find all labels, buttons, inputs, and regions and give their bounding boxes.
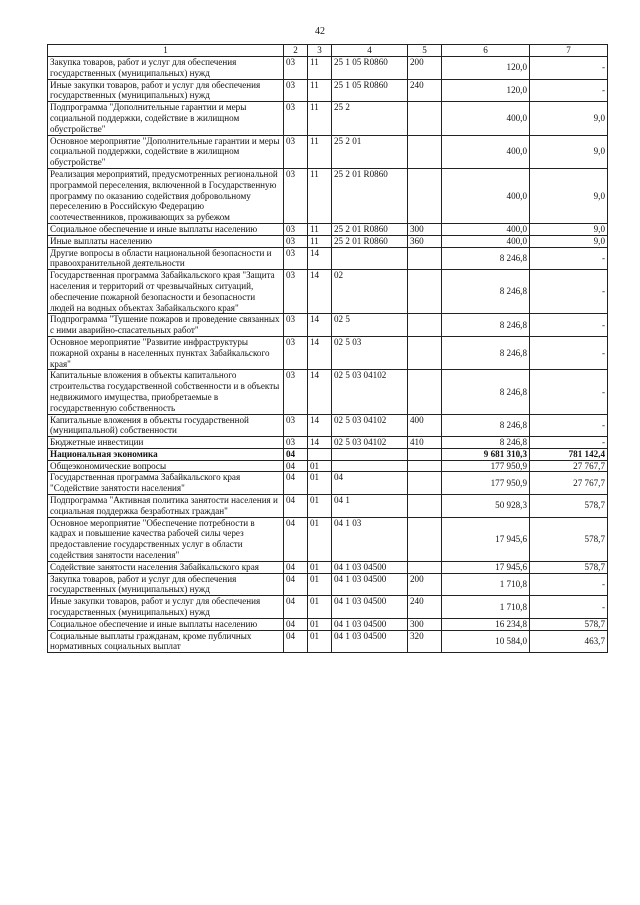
row-name: Основное мероприятие "Развитие инфраструктуры пожарной охраны в населенных пунктах Забайкальского края" xyxy=(48,336,284,369)
row-name: Основное мероприятие "Обеспечение потребности в кадрах и повышение качества рабочей силы через предоставление государственных услуг в области содействия занятости населения" xyxy=(48,517,284,561)
row-target-article: 02 5 03 04102 xyxy=(332,370,408,414)
row-section: 03 xyxy=(284,314,308,337)
row-name: Капитальные вложения в объекты государственной (муниципальной) собственности xyxy=(48,414,284,437)
row-target-article: 04 1 03 04500 xyxy=(332,561,408,573)
row-section: 03 xyxy=(284,370,308,414)
row-amount-2: 578,7 xyxy=(530,561,608,573)
row-amount: 120,0 xyxy=(442,57,530,80)
table-row xyxy=(48,370,608,414)
table-row xyxy=(48,618,608,630)
row-section: 04 xyxy=(284,630,308,653)
column-header: 4 xyxy=(332,45,408,57)
row-expense-type: 240 xyxy=(408,79,442,102)
row-amount-2: 578,7 xyxy=(530,618,608,630)
page-number: 42 xyxy=(315,26,325,37)
table-row xyxy=(48,314,608,337)
row-subsection: 11 xyxy=(308,168,332,223)
row-subsection: 14 xyxy=(308,247,332,270)
row-amount: 400,0 xyxy=(442,223,530,235)
row-amount: 9 681 310,3 xyxy=(442,448,530,460)
row-expense-type: 410 xyxy=(408,437,442,449)
table-row xyxy=(48,223,608,235)
row-expense-type xyxy=(408,314,442,337)
table-row xyxy=(48,270,608,314)
row-expense-type: 240 xyxy=(408,596,442,619)
row-target-article: 02 5 03 xyxy=(332,336,408,369)
row-amount: 8 246,8 xyxy=(442,336,530,369)
row-amount-2: 9,0 xyxy=(530,102,608,135)
row-target-article: 25 1 05 R0860 xyxy=(332,57,408,80)
row-section: 04 xyxy=(284,618,308,630)
row-subsection: 01 xyxy=(308,573,332,596)
row-name: Капитальные вложения в объекты капитального строительства государственной собственности и в объекты недвижимого имущества, приобретаемые в государственную собственность xyxy=(48,370,284,414)
row-subsection: 11 xyxy=(308,223,332,235)
row-section: 04 xyxy=(284,561,308,573)
table-row xyxy=(48,414,608,437)
table-row xyxy=(48,630,608,653)
row-section: 04 xyxy=(284,472,308,495)
row-target-article: 25 2 xyxy=(332,102,408,135)
row-amount-2: 9,0 xyxy=(530,223,608,235)
row-name: Содействие занятости населения Забайкальского края xyxy=(48,561,284,573)
row-subsection: 11 xyxy=(308,135,332,168)
row-subsection: 01 xyxy=(308,561,332,573)
row-amount: 120,0 xyxy=(442,79,530,102)
row-subsection: 14 xyxy=(308,437,332,449)
row-amount: 1 710,8 xyxy=(442,596,530,619)
table-row xyxy=(48,460,608,472)
row-expense-type: 300 xyxy=(408,223,442,235)
row-name: Бюджетные инвестиции xyxy=(48,437,284,449)
row-subsection: 14 xyxy=(308,370,332,414)
row-target-article: 25 2 01 R0860 xyxy=(332,235,408,247)
row-section: 03 xyxy=(284,414,308,437)
row-section: 04 xyxy=(284,448,308,460)
row-amount-2: - xyxy=(530,370,608,414)
row-expense-type xyxy=(408,448,442,460)
row-target-article xyxy=(332,448,408,460)
row-subsection: 01 xyxy=(308,495,332,518)
row-section: 04 xyxy=(284,517,308,561)
row-target-article: 02 5 xyxy=(332,314,408,337)
row-name: Социальное обеспечение и иные выплаты населению xyxy=(48,223,284,235)
column-header: 6 xyxy=(442,45,530,57)
row-amount-2: 27 767,7 xyxy=(530,472,608,495)
row-subsection: 14 xyxy=(308,314,332,337)
table-row xyxy=(48,247,608,270)
row-expense-type xyxy=(408,495,442,518)
table-row xyxy=(48,517,608,561)
row-amount: 17 945,6 xyxy=(442,561,530,573)
row-expense-type: 360 xyxy=(408,235,442,247)
row-target-article: 02 xyxy=(332,270,408,314)
row-amount: 177 950,9 xyxy=(442,460,530,472)
row-subsection: 14 xyxy=(308,336,332,369)
table-header-row xyxy=(48,45,608,57)
row-expense-type xyxy=(408,336,442,369)
row-expense-type xyxy=(408,517,442,561)
row-target-article: 25 2 01 R0860 xyxy=(332,168,408,223)
row-expense-type: 400 xyxy=(408,414,442,437)
column-header: 1 xyxy=(48,45,284,57)
table-row xyxy=(48,573,608,596)
row-amount: 8 246,8 xyxy=(442,270,530,314)
row-target-article: 25 2 01 xyxy=(332,135,408,168)
row-expense-type xyxy=(408,168,442,223)
row-amount: 400,0 xyxy=(442,168,530,223)
table-row xyxy=(48,472,608,495)
row-section: 04 xyxy=(284,495,308,518)
row-amount-2: - xyxy=(530,437,608,449)
row-section: 04 xyxy=(284,573,308,596)
row-name: Социальное обеспечение и иные выплаты населению xyxy=(48,618,284,630)
table-row xyxy=(48,168,608,223)
row-amount: 400,0 xyxy=(442,135,530,168)
row-section: 03 xyxy=(284,135,308,168)
row-amount-2: 781 142,4 xyxy=(530,448,608,460)
row-amount: 400,0 xyxy=(442,235,530,247)
row-amount: 8 246,8 xyxy=(442,370,530,414)
row-amount: 17 945,6 xyxy=(442,517,530,561)
row-subsection: 11 xyxy=(308,57,332,80)
row-name: Подпрограмма "Активная политика занятости населения и социальная поддержка безработных граждан" xyxy=(48,495,284,518)
row-amount-2: 9,0 xyxy=(530,168,608,223)
column-header: 7 xyxy=(530,45,608,57)
row-expense-type: 320 xyxy=(408,630,442,653)
row-subsection: 01 xyxy=(308,460,332,472)
row-name: Подпрограмма "Дополнительные гарантии и меры социальной поддержки, содействие в жилищном обустройстве" xyxy=(48,102,284,135)
row-name: Реализация мероприятий, предусмотренных региональной программой переселения, включенной в Государственную программу по оказанию содействия добровольному переселению в Российскую Федерацию соотечественников, проживающих за рубежом xyxy=(48,168,284,223)
row-section: 03 xyxy=(284,168,308,223)
row-section: 03 xyxy=(284,223,308,235)
row-amount-2: - xyxy=(530,414,608,437)
table-row xyxy=(48,437,608,449)
row-name: Основное мероприятие "Дополнительные гарантии и меры социальной поддержки, содействие в жилищном обустройстве" xyxy=(48,135,284,168)
row-section: 03 xyxy=(284,102,308,135)
row-name: Закупка товаров, работ и услуг для обеспечения государственных (муниципальных) нужд xyxy=(48,573,284,596)
table-row xyxy=(48,596,608,619)
row-section: 03 xyxy=(284,437,308,449)
row-subsection: 14 xyxy=(308,414,332,437)
row-name: Социальные выплаты гражданам, кроме публичных нормативных социальных выплат xyxy=(48,630,284,653)
row-amount-2: - xyxy=(530,270,608,314)
row-amount: 1 710,8 xyxy=(442,573,530,596)
row-section: 03 xyxy=(284,270,308,314)
row-subsection: 01 xyxy=(308,630,332,653)
row-name: Иные закупки товаров, работ и услуг для обеспечения государственных (муниципальных) нужд xyxy=(48,79,284,102)
row-section: 04 xyxy=(284,460,308,472)
row-name: Иные закупки товаров, работ и услуг для обеспечения государственных (муниципальных) нужд xyxy=(48,596,284,619)
row-expense-type xyxy=(408,270,442,314)
table-row xyxy=(48,235,608,247)
row-target-article: 25 1 05 R0860 xyxy=(332,79,408,102)
row-section: 03 xyxy=(284,235,308,247)
row-expense-type: 300 xyxy=(408,618,442,630)
row-subsection: 01 xyxy=(308,517,332,561)
row-amount-2: 578,7 xyxy=(530,495,608,518)
column-header: 2 xyxy=(284,45,308,57)
column-header: 3 xyxy=(308,45,332,57)
budget-table xyxy=(47,44,608,653)
row-expense-type xyxy=(408,135,442,168)
row-subsection: 01 xyxy=(308,472,332,495)
row-amount-2: 578,7 xyxy=(530,517,608,561)
row-expense-type xyxy=(408,561,442,573)
row-section: 04 xyxy=(284,596,308,619)
table-row xyxy=(48,561,608,573)
row-name: Другие вопросы в области национальной безопасности и правоохранительной деятельности xyxy=(48,247,284,270)
row-amount: 16 234,8 xyxy=(442,618,530,630)
row-section: 03 xyxy=(284,247,308,270)
table-row xyxy=(48,79,608,102)
table-row xyxy=(48,135,608,168)
row-expense-type: 200 xyxy=(408,573,442,596)
row-target-article xyxy=(332,460,408,472)
row-amount: 8 246,8 xyxy=(442,314,530,337)
row-expense-type xyxy=(408,472,442,495)
row-subsection: 11 xyxy=(308,235,332,247)
row-subsection xyxy=(308,448,332,460)
row-subsection: 01 xyxy=(308,596,332,619)
row-name: Иные выплаты населению xyxy=(48,235,284,247)
row-expense-type: 200 xyxy=(408,57,442,80)
column-header: 5 xyxy=(408,45,442,57)
table-row xyxy=(48,336,608,369)
row-target-article xyxy=(332,247,408,270)
row-amount: 10 584,0 xyxy=(442,630,530,653)
row-amount: 177 950,9 xyxy=(442,472,530,495)
row-subsection: 01 xyxy=(308,618,332,630)
row-section: 03 xyxy=(284,57,308,80)
row-name: Государственная программа Забайкальского края "Содействие занятости населения" xyxy=(48,472,284,495)
row-subsection: 11 xyxy=(308,102,332,135)
row-subsection: 11 xyxy=(308,79,332,102)
row-amount-2: - xyxy=(530,596,608,619)
row-section: 03 xyxy=(284,79,308,102)
table-row xyxy=(48,57,608,80)
row-target-article: 04 1 03 xyxy=(332,517,408,561)
row-amount-2: 9,0 xyxy=(530,235,608,247)
row-amount: 8 246,8 xyxy=(442,247,530,270)
row-target-article: 02 5 03 04102 xyxy=(332,414,408,437)
table-row xyxy=(48,448,608,460)
row-amount-2: - xyxy=(530,573,608,596)
row-name: Закупка товаров, работ и услуг для обеспечения государственных (муниципальных) нужд xyxy=(48,57,284,80)
row-amount-2: - xyxy=(530,57,608,80)
row-name: Государственная программа Забайкальского края "Защита населения и территорий от чрезвычайных ситуаций, обеспечение пожарной безопасности и безопасности людей на водных объектах Забайкальского края" xyxy=(48,270,284,314)
row-target-article: 02 5 03 04102 xyxy=(332,437,408,449)
row-amount-2: - xyxy=(530,247,608,270)
row-target-article: 04 1 xyxy=(332,495,408,518)
row-amount-2: 27 767,7 xyxy=(530,460,608,472)
row-amount-2: - xyxy=(530,314,608,337)
table-row xyxy=(48,495,608,518)
row-target-article: 04 1 03 04500 xyxy=(332,573,408,596)
row-amount: 50 928,3 xyxy=(442,495,530,518)
row-section: 03 xyxy=(284,336,308,369)
row-amount: 8 246,8 xyxy=(442,437,530,449)
row-target-article: 04 1 03 04500 xyxy=(332,618,408,630)
row-expense-type xyxy=(408,370,442,414)
row-name: Национальная экономика xyxy=(48,448,284,460)
row-expense-type xyxy=(408,102,442,135)
row-subsection: 14 xyxy=(308,270,332,314)
row-amount-2: - xyxy=(530,336,608,369)
row-amount-2: 463,7 xyxy=(530,630,608,653)
table-row xyxy=(48,102,608,135)
row-name: Подпрограмма "Тушение пожаров и проведение связанных с ними аварийно-спасательных работ" xyxy=(48,314,284,337)
row-target-article: 04 1 03 04500 xyxy=(332,630,408,653)
row-name: Общеэкономические вопросы xyxy=(48,460,284,472)
row-target-article: 04 1 03 04500 xyxy=(332,596,408,619)
row-expense-type xyxy=(408,460,442,472)
row-target-article: 25 2 01 R0860 xyxy=(332,223,408,235)
row-amount: 8 246,8 xyxy=(442,414,530,437)
row-amount: 400,0 xyxy=(442,102,530,135)
row-target-article: 04 xyxy=(332,472,408,495)
row-expense-type xyxy=(408,247,442,270)
row-amount-2: - xyxy=(530,79,608,102)
row-amount-2: 9,0 xyxy=(530,135,608,168)
